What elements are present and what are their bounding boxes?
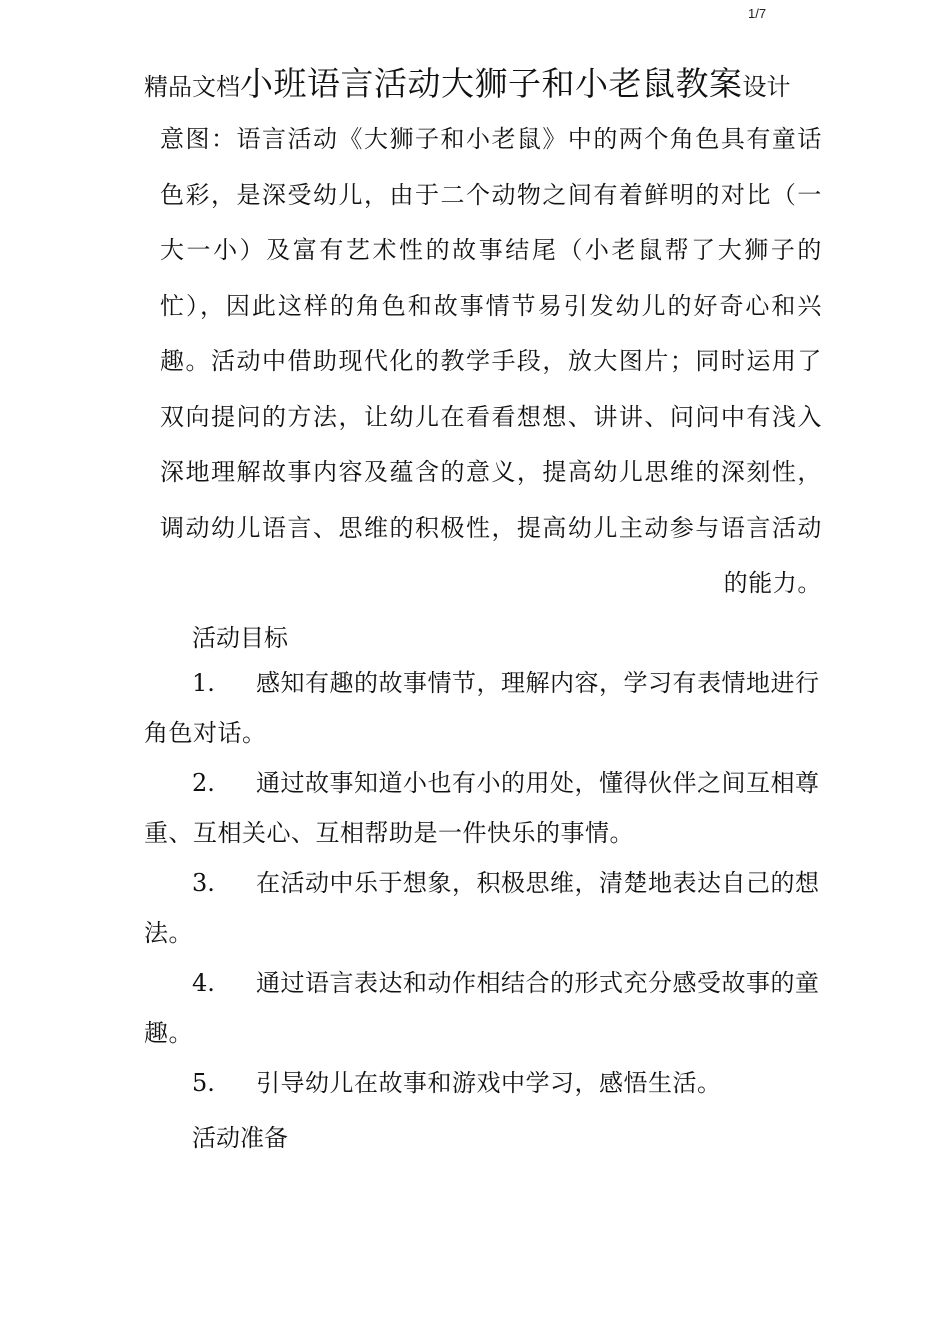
goal-text: 通过语言表达和动作相结合的形式充分感受故事的童趣。 [144,969,820,1047]
goal-number: 4. [192,969,215,997]
page-number: 1/7 [748,6,767,21]
goal-number: 1. [192,669,215,697]
document-title [144,58,824,105]
goal-item-4 [144,958,824,1058]
goal-item-5 [144,1058,824,1108]
title-main: 小班语言活动大狮子和小老鼠教案 [240,64,743,103]
goal-text: 在活动中乐于想象，积极思维，清楚地表达自己的想法。 [144,869,820,947]
goal-item-1 [144,658,824,758]
title-prefix: 精品文档 [144,73,240,101]
goal-text: 通过故事知道小也有小的用处，懂得伙伴之间互相尊重、互相关心、互相帮助是一件快乐的事情。 [144,769,820,847]
goal-item-3 [144,858,824,958]
title-suffix: 设计 [742,73,791,101]
prep-heading: 活动准备 [192,1124,288,1152]
goal-number: 5. [192,1069,215,1097]
goal-number: 3. [192,869,215,897]
goals-heading: 活动目标 [192,624,288,652]
goal-item-2 [144,758,824,858]
goal-text: 引导幼儿在故事和游戏中学习，感悟生活。 [256,1069,722,1097]
goal-text: 感知有趣的故事情节，理解内容，学习有表情地进行角色对话。 [144,669,820,747]
design-intent-paragraph: 意图：语言活动《大狮子和小老鼠》中的两个角色具有童话色彩，是深受幼儿，由于二个动物之间有着鲜明的对比（一大一小）及富有艺术性的故事结尾（小老鼠帮了大狮子的忙），因此这样的角色和故事情节易引发幼儿的好奇心和兴趣。活动中借助现代化的教学手段，放大图片；同时运用了双向提问的方法，让幼儿在看看想想、讲讲、问问中有浅入深地理解故事内容及蕴含的意义，提高幼儿思维的深刻性，调动幼儿语言、思维的积极性，提高幼儿主动参与语言活动的能力。 [160,125,822,597]
goal-number: 2. [192,769,215,797]
